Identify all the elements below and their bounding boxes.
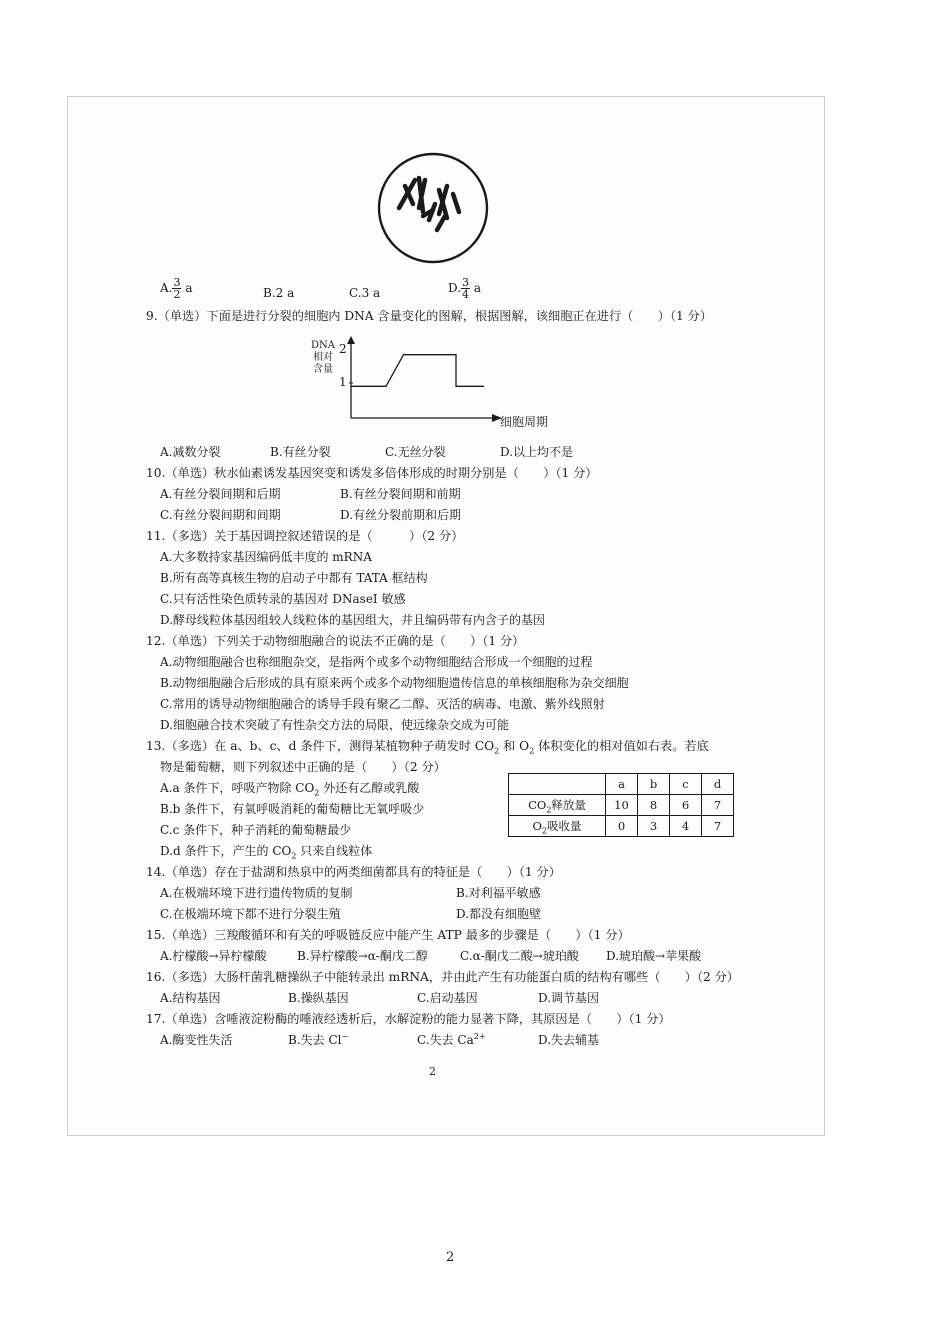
row-label-co2 (509, 795, 606, 816)
q13-a-pre: A.a 条件下，呼吸产物除 CO (160, 781, 315, 795)
table-cell: 6 (670, 795, 702, 816)
page-number: 2 (446, 1250, 455, 1265)
o2-label-pre: O (532, 819, 542, 833)
table-cell: 10 (606, 795, 638, 816)
q8-option-c[interactable]: C.3 a (349, 286, 381, 300)
q12-option-d[interactable]: D.细胞融合技术突破了有性杂交方法的局限，使远缘杂交成为可能 (160, 718, 510, 732)
q16-option-b[interactable]: B.操纵基因 (288, 991, 349, 1005)
ylabel-line-3: 含量 (313, 364, 333, 375)
q10-stem: 10.（单选）秋水仙素诱发基因突变和诱发多倍体形成的时期分别是（ ）（1 分） (146, 466, 598, 480)
table-cell: 7 (702, 795, 734, 816)
q13-option-d[interactable] (160, 843, 372, 859)
ylabel-line-2: 相对 (313, 352, 333, 363)
inner-page-number: 2 (429, 1065, 436, 1078)
q9-option-d[interactable]: D.以上均不是 (500, 445, 574, 459)
q13-a-post: 外还有乙醇或乳酸 (323, 781, 420, 795)
q9-option-b[interactable]: B.有丝分裂 (270, 445, 331, 459)
table-cell: 7 (702, 816, 734, 837)
q16-stem: 16.（多选）大肠杆菌乳糖操纵子中能转录出 mRNA，并由此产生有功能蛋白质的结构有哪些（ ）（2 分） (146, 970, 740, 984)
q8-option-d[interactable] (448, 277, 481, 300)
q17-b-pre: B.失去 Cl (288, 1033, 342, 1047)
q13-option-b[interactable]: B.b 条件下，有氧呼吸消耗的葡萄糖比无氧呼吸少 (160, 802, 425, 816)
q14-stem: 14.（单选）存在于盐湖和热泉中的两类细菌都具有的特征是（ ）（1 分） (146, 865, 561, 879)
q13-stem-mid: 和 O (503, 739, 530, 753)
co2-label-post: 释放量 (551, 798, 586, 812)
q13-gas-table (508, 773, 734, 837)
q8-a-num: 3 (173, 276, 181, 289)
q16-option-d[interactable]: D.调节基因 (538, 991, 600, 1005)
ytick-2: 2 (339, 342, 347, 356)
q8-option-a[interactable] (160, 277, 192, 300)
table-corner (509, 774, 606, 795)
q8-d-fraction (461, 277, 470, 300)
q15-option-d[interactable]: D.琥珀酸→苹果酸 (606, 949, 702, 963)
o2-label-post: 吸收量 (547, 819, 582, 833)
y-axis-arrow (347, 336, 355, 344)
table-cell: 3 (638, 816, 670, 837)
co2-label-pre: CO (528, 798, 547, 812)
q12-option-b[interactable]: B.动物细胞融合后形成的具有原来两个或多个动物细胞遗传信息的单核细胞称为杂交细胞 (160, 676, 629, 690)
q11-option-b[interactable]: B.所有高等真核生物的启动子中都有 TATA 框结构 (160, 571, 428, 585)
q9-option-a[interactable]: A.减数分裂 (160, 445, 221, 459)
q13-d-sub: 2 (291, 851, 297, 861)
q12-stem: 12.（单选）下列关于动物细胞融合的说法不正确的是（ ）（1 分） (146, 634, 525, 648)
q13-option-a[interactable] (160, 780, 419, 796)
q13-sub-co2: 2 (494, 746, 500, 756)
q8-a-suffix: a (185, 281, 193, 295)
q17-option-d[interactable]: D.失去辅基 (538, 1033, 600, 1047)
q17-c-sup: 2+ (473, 1032, 486, 1041)
q17-b-sup: − (341, 1032, 349, 1041)
q10-option-c[interactable]: C.有丝分裂间期和间期 (160, 508, 281, 522)
q14-option-b[interactable]: B.对利福平敏感 (456, 886, 541, 900)
q8-a-prefix: A. (160, 281, 173, 295)
q8-option-b[interactable]: B.2 a (263, 286, 295, 300)
table-header-row (509, 774, 734, 795)
q15-option-c[interactable]: C.α-酮戊二酸→琥珀酸 (460, 949, 579, 963)
q10-option-d[interactable]: D.有丝分裂前期和后期 (340, 508, 462, 522)
q8-d-prefix: D. (448, 281, 462, 295)
q13-a-sub: 2 (314, 788, 320, 798)
q13-sub-o2: 2 (529, 746, 535, 756)
q15-stem: 15.（单选）三羧酸循环和有关的呼吸链反应中能产生 ATP 最多的步骤是（ ）（1 分） (146, 928, 630, 942)
table-header-c: c (670, 774, 702, 795)
q16-option-a[interactable]: A.结构基因 (160, 991, 221, 1005)
q13-d-pre: D.d 条件下，产生的 CO (160, 844, 292, 858)
q13-d-post: 只来自线粒体 (300, 844, 373, 858)
dna-chart-svg (346, 336, 506, 426)
dna-chart-xlabel: 细胞周期 (500, 415, 549, 429)
q8-a-fraction (172, 277, 181, 300)
co2-label-sub: 2 (546, 805, 552, 815)
row-label-o2 (509, 816, 606, 837)
q14-option-d[interactable]: D.都没有细胞壁 (456, 907, 542, 921)
ytick-1: 1 (339, 375, 347, 389)
q10-option-b[interactable]: B.有丝分裂间期和前期 (340, 487, 461, 501)
dna-chart (306, 336, 566, 436)
q15-option-b[interactable]: B.异柠檬酸→α-酮戊二醇 (297, 949, 428, 963)
q13-option-c[interactable]: C.c 条件下，种子消耗的葡萄糖最少 (160, 823, 352, 837)
q8-d-num: 3 (462, 276, 470, 289)
q8-d-den: 4 (462, 288, 470, 301)
table-cell: 8 (638, 795, 670, 816)
q15-option-a[interactable]: A.柠檬酸→异柠檬酸 (160, 949, 267, 963)
table-row (509, 816, 734, 837)
ylabel-line-1: DNA (311, 340, 335, 351)
q17-option-c[interactable] (417, 1032, 486, 1048)
q8-a-den: 2 (173, 288, 181, 301)
q11-option-a[interactable]: A.大多数持家基因编码低丰度的 mRNA (160, 550, 372, 564)
table-row (509, 795, 734, 816)
q11-option-d[interactable]: D.酵母线粒体基因组较人线粒体的基因组大，并且编码带有内含子的基因 (160, 613, 546, 627)
cell-chromosome-figure (375, 150, 493, 268)
q14-option-c[interactable]: C.在极端环境下都不进行分裂生殖 (160, 907, 341, 921)
q17-option-a[interactable]: A.酶变性失活 (160, 1033, 233, 1047)
q16-option-c[interactable]: C.启动基因 (417, 991, 478, 1005)
q11-stem: 11.（多选）关于基因调控叙述错误的是（ ）（2 分） (146, 529, 464, 543)
o2-label-sub: 2 (541, 826, 548, 836)
q13-stem-line2: 物是葡萄糖，则下列叙述中正确的是（ ）（2 分） (160, 760, 446, 774)
q13-stem-pre: 13.（多选）在 a、b、c、d 条件下，测得某植物种子萌发时 CO (146, 739, 495, 753)
q9-option-c[interactable]: C.无丝分裂 (385, 445, 446, 459)
q13-stem-post: 体积变化的相对值如右表。若底 (538, 739, 709, 753)
q17-option-b[interactable] (288, 1032, 348, 1048)
table-header-d: d (702, 774, 734, 795)
q12-option-c[interactable]: C.常用的诱导动物细胞融合的诱导手段有聚乙二醇、灭活的病毒、电激、紫外线照射 (160, 697, 605, 711)
q17-stem: 17.（单选）含唾液淀粉酶的唾液经透析后，水解淀粉的能力显著下降，其原因是（ ）（1 分） (146, 1012, 671, 1026)
q10-option-a[interactable]: A.有丝分裂间期和后期 (160, 487, 281, 501)
table-cell: 4 (670, 816, 702, 837)
q17-c-pre: C.失去 Ca (417, 1033, 474, 1047)
table-header-a: a (606, 774, 638, 795)
table-header-b: b (638, 774, 670, 795)
q11-option-c[interactable]: C.只有活性染色质转录的基因对 DNaseI 敏感 (160, 592, 406, 606)
dna-chart-ylabel (306, 340, 340, 376)
q13-stem (146, 738, 709, 754)
q14-option-a[interactable]: A.在极端环境下进行遗传物质的复制 (160, 886, 353, 900)
dna-series-line (351, 355, 484, 387)
table-cell: 0 (606, 816, 638, 837)
q8-d-suffix: a (473, 281, 481, 295)
q9-stem: 9.（单选）下面是进行分裂的细胞内 DNA 含量变化的图解，根据图解，该细胞正在进行（ ）（1 分） (146, 309, 713, 323)
q12-option-a[interactable]: A.动物细胞融合也称细胞杂交，是指两个或多个动物细胞结合形成一个细胞的过程 (160, 655, 593, 669)
